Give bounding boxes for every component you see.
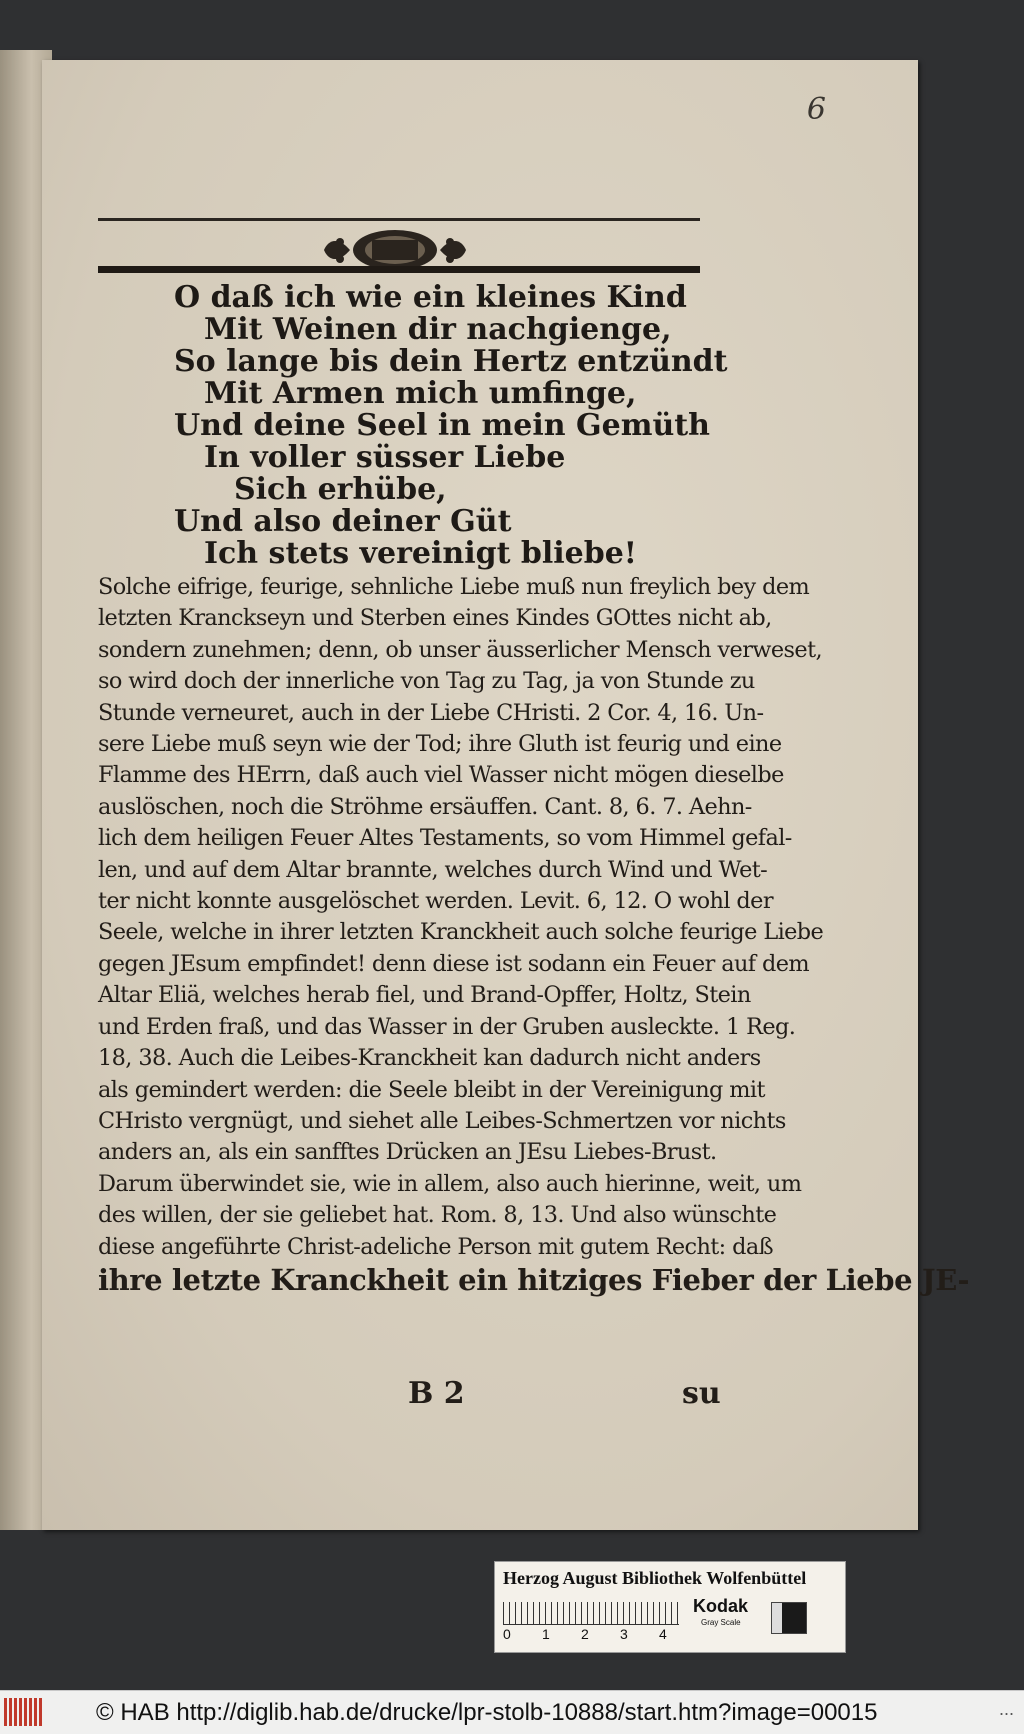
prose-line: so wird doch der innerliche von Tag zu Tag, ja von Stunde zu — [98, 668, 755, 695]
poem-stanza — [174, 282, 734, 570]
poem-line: Mit Armen mich umfinge, — [204, 376, 637, 411]
prose-line: gegen JEsum empfindet! denn diese ist sodann ein Feuer auf dem — [98, 950, 809, 977]
scale-number: 0 — [503, 1626, 511, 1642]
poem-line: So lange bis dein Hertz entzündt — [174, 344, 728, 379]
scale-number: 1 — [542, 1626, 550, 1642]
scale-number: 2 — [581, 1626, 589, 1642]
kodak-label: Kodak — [693, 1596, 749, 1616]
prose-body — [98, 572, 970, 1297]
scale-number: 3 — [620, 1626, 628, 1642]
prose-line: Seele, welche in ihrer letzten Kranckheit auch solche feurige Liebe — [98, 919, 824, 946]
prose-line: des willen, der sie geliebet hat. Rom. 8, 13. Und also wünschte — [98, 1202, 777, 1229]
prose-line: Stunde verneuret, auch in der Liebe CHristi. 2 Cor. 4, 16. Un- — [98, 699, 764, 726]
prose-line: Altar Eliä, welches herab fiel, und Brand-Opffer, Holtz, Stein — [98, 982, 751, 1009]
prose-line: sere Liebe muß seyn wie der Tod; ihre Gluth ist feurig und eine — [98, 731, 782, 758]
card-title: Herzog August Bibliothek Wolfenbüttel — [503, 1568, 807, 1588]
gray-scale-label: Gray Scale — [701, 1618, 741, 1627]
prose-line: sondern zunehmen; denn, ob unser äusserlicher Mensch verweset, — [98, 636, 822, 663]
gray-scale-ruler — [503, 1602, 679, 1625]
footer-url-link[interactable]: © HAB http://diglib.hab.de/drucke/lpr-stolb-10888/start.htm?image=00015 — [96, 1699, 878, 1726]
poem-line: In voller süsser Liebe — [204, 440, 566, 475]
poem-line: Mit Weinen dir nachgienge, — [204, 312, 672, 347]
scale-number: 4 — [659, 1626, 667, 1642]
more-icon[interactable]: ... — [998, 1699, 1014, 1719]
catchword: su — [682, 1376, 721, 1411]
prose-line: Flamme des HErrn, daß auch viel Wasser nicht mögen dieselbe — [98, 762, 784, 789]
prose-line: lich dem heiligen Feuer Altes Testaments, so vom Himmel gefal- — [98, 825, 792, 852]
prose-line: letzten Kranckseyn und Sterben eines Kindes GOttes nicht ab, — [98, 605, 772, 632]
signature-mark: B 2 — [408, 1376, 465, 1411]
poem-line: Ich stets vereinigt bliebe! — [204, 536, 637, 571]
prose-line: Solche eifrige, feurige, sehnliche Liebe muß nun freylich bey dem — [98, 574, 810, 600]
prose-last-line: ihre letzte Kranckheit ein hitziges Fieber der Liebe JE- — [98, 1262, 970, 1297]
prose-line: CHristo vergnügt, und siehet alle Leibes-Schmertzen vor nichts — [98, 1107, 786, 1134]
prose-line: als gemindert werden: die Seele bleibt in der Vereinigung mit — [98, 1076, 765, 1103]
prose-lines — [98, 572, 824, 1263]
poem-line: Und deine Seel in mein Gemüth — [174, 408, 710, 443]
hab-logo-icon — [4, 1698, 44, 1726]
header-rule-thick — [98, 266, 700, 273]
scale-numbers — [503, 1626, 693, 1646]
poem-line: O daß ich wie ein kleines Kind — [174, 280, 687, 315]
gray-swatch — [771, 1602, 807, 1634]
page-number: 6 — [806, 92, 826, 127]
prose-line: und Erden fraß, und das Wasser in der Gruben ausleckte. 1 Reg. — [98, 1013, 796, 1040]
book-page — [42, 60, 970, 1530]
prose-line: anders an, als ein sanfftes Drücken an JEsu Liebes-Brust. — [98, 1139, 717, 1166]
viewer-footer — [0, 1690, 1024, 1734]
poem-line: Und also deiner Güt — [174, 504, 512, 539]
poem-line: Sich erhübe, — [234, 472, 447, 507]
prose-line: auslöschen, noch die Ströhme ersäuffen. Cant. 8, 6. 7. Aehn- — [98, 793, 752, 820]
prose-line: 18, 38. Auch die Leibes-Kranckheit kan dadurch nicht anders — [98, 1045, 761, 1072]
prose-line: len, und auf dem Altar brannte, welches durch Wind und Wet- — [98, 856, 768, 883]
prose-line: ter nicht konnte ausgelöschet werden. Levit. 6, 12. O wohl der — [98, 888, 773, 915]
header-rule-thin — [98, 218, 700, 221]
prose-line: Darum überwindet sie, wie in allem, also auch hierinne, weit, um — [98, 1170, 802, 1197]
prose-line: diese angeführte Christ-adeliche Person mit gutem Recht: daß — [98, 1233, 773, 1260]
color-reference-card — [494, 1561, 846, 1653]
